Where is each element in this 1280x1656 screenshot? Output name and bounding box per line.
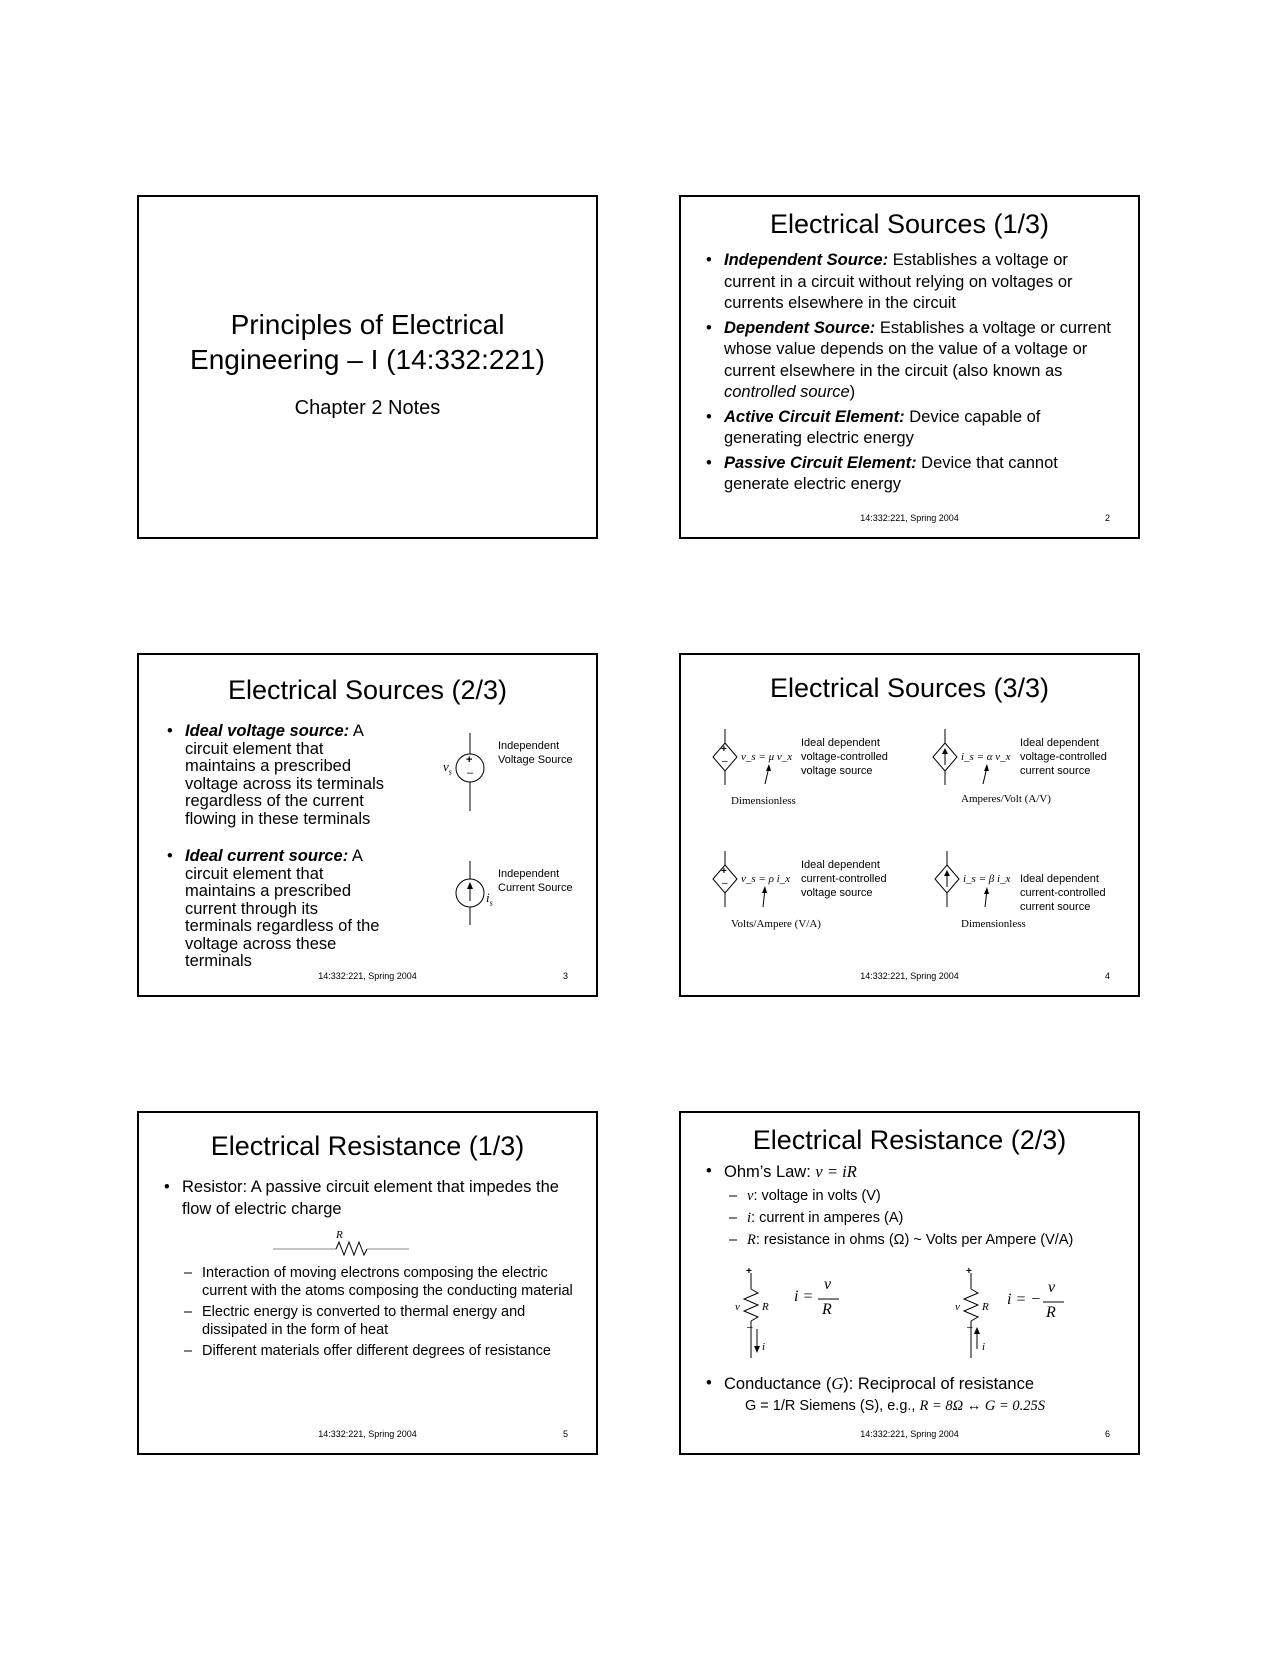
- vs-label: $v_s$: [443, 759, 452, 777]
- slide-footer: 14:332:221, Spring 2004: [860, 971, 959, 981]
- left-eq-lhs: i =: [794, 1288, 814, 1305]
- sub-bullet: – Electric energy is converted to thermal energy and dissipated in the form of heat: [184, 1303, 574, 1339]
- ccvs-label: Ideal dependent current-controlled voltage source: [801, 859, 887, 899]
- slide-1-subtitle: Chapter 2 Notes: [294, 397, 441, 419]
- slide-2: [679, 195, 1140, 539]
- page-number: 6: [1104, 1429, 1110, 1439]
- independent-current-source-label: Independent Current Source: [498, 868, 573, 894]
- title-line-1: Principles of Electrical: [230, 309, 505, 340]
- page-number: 5: [562, 1429, 568, 1439]
- slide-3-title: Electrical Sources (2/3): [227, 675, 508, 705]
- plus-sign: +: [466, 754, 473, 766]
- vcvs-unit: Dimensionless: [731, 795, 796, 807]
- right-eq-numerator: v: [1048, 1279, 1056, 1296]
- slide-4: [679, 653, 1140, 997]
- slide-5-title: Electrical Resistance (1/3): [210, 1131, 525, 1161]
- slide-6-conductance: [706, 1373, 1116, 1395]
- plus-sign: +: [746, 1266, 752, 1277]
- page-number: 3: [562, 971, 568, 981]
- slide-3: [137, 653, 598, 997]
- bullet-conductance: • Conductance (G): Reciprocal of resistance: [706, 1373, 1116, 1395]
- minus-sign: –: [722, 878, 728, 889]
- dependent-source-symbols: [681, 655, 1140, 997]
- plus-sign: +: [721, 866, 727, 877]
- current-source-symbol: [139, 655, 598, 997]
- cccs-unit: Dimensionless: [961, 918, 1026, 930]
- slide-4-title: Electrical Sources (3/3): [769, 673, 1050, 703]
- bullet-active-element: • Active Circuit Element: Device capable of generating electric energy: [706, 407, 1116, 450]
- ccvs-equation: v_s = ρ i_x: [741, 873, 791, 885]
- slide-5-subbullets: [184, 1264, 574, 1360]
- vccs-equation: i_s = α v_x: [961, 751, 1011, 763]
- right-v-label: v: [955, 1301, 960, 1313]
- title-line-2: Engineering – I (14:332:221): [190, 344, 545, 375]
- resistor-label: R: [336, 1229, 343, 1241]
- cccs-equation: i_s = β i_x: [963, 873, 1011, 885]
- slide-2-title: Electrical Sources (1/3): [769, 209, 1050, 239]
- left-i-label: i: [762, 1341, 766, 1353]
- minus-sign: –: [722, 756, 728, 767]
- sub-bullet-current: – i: current in amperes (A): [729, 1207, 1129, 1229]
- right-i-label: i: [982, 1341, 986, 1353]
- slide-1: [137, 195, 598, 539]
- bullet-dependent-source: • Dependent Source: Establishes a voltage or current whose value depends on the value of a voltage or current elsewhere in the circuit (also known as controlled source): [706, 318, 1116, 404]
- sub-bullet-voltage: – v: voltage in volts (V): [729, 1185, 1129, 1207]
- right-r-label: R: [982, 1301, 989, 1313]
- sub-bullet-resistance: – R: resistance in ohms (Ω) ~ Volts per Ampere (V/A): [729, 1229, 1129, 1251]
- ccvs-unit: Volts/Ampere (V/A): [731, 918, 821, 930]
- bullet-ideal-voltage-source: • Ideal voltage source: A circuit element that maintains a prescribed voltage across its terminals regardless of the current flowing in these terminals: [167, 723, 389, 828]
- slide-6: [679, 1111, 1140, 1455]
- minus-sign: –: [747, 1322, 753, 1333]
- sub-bullet: – Interaction of moving electrons composing the electric current with the atoms composing the conducting material: [184, 1264, 574, 1300]
- minus-sign: –: [467, 767, 474, 779]
- bullet-passive-element: • Passive Circuit Element: Device that cannot generate electric energy: [706, 453, 1116, 496]
- left-r-label: R: [762, 1301, 769, 1313]
- is-label: $i_s$: [486, 890, 493, 908]
- bullet-independent-source: • Independent Source: Establishes a voltage or current in a circuit without relying on voltages or currents elsewhere in the circuit: [706, 250, 1116, 315]
- left-v-label: v: [735, 1301, 740, 1313]
- slide-footer: 14:332:221, Spring 2004: [860, 513, 959, 523]
- cccs-label: Ideal dependent current-controlled current source: [1020, 873, 1106, 913]
- slide-footer: 14:332:221, Spring 2004: [318, 1429, 417, 1439]
- page-number: 2: [1104, 513, 1110, 523]
- plus-sign: +: [721, 744, 727, 755]
- bullet-resistor: • Resistor: A passive circuit element that impedes the flow of electric charge: [164, 1177, 574, 1220]
- page-number: 4: [1104, 971, 1110, 981]
- vcvs-equation: v_s = μ v_x: [741, 751, 793, 763]
- left-eq-numerator: v: [824, 1276, 832, 1293]
- slide-5: [137, 1111, 598, 1455]
- vccs-unit: Amperes/Volt (A/V): [961, 793, 1051, 805]
- bullet-ohms-law: • Ohm’s Law: v = iR: [706, 1161, 1116, 1183]
- slide-6-title: Electrical Resistance (2/3): [752, 1125, 1067, 1155]
- left-eq-denominator: R: [822, 1301, 832, 1318]
- slide-footer: 14:332:221, Spring 2004: [860, 1429, 959, 1439]
- sub-bullet: – Different materials offer different degrees of resistance: [184, 1342, 574, 1360]
- right-eq-denominator: R: [1046, 1304, 1056, 1321]
- vcvs-label: Ideal dependent voltage-controlled voltage source: [801, 737, 888, 777]
- slide-1-title: [139, 307, 596, 377]
- slide-footer: 14:332:221, Spring 2004: [318, 971, 417, 981]
- slide-2-bullets: [706, 250, 1116, 496]
- right-eq-lhs: i = −: [1007, 1291, 1042, 1308]
- minus-sign: –: [967, 1322, 973, 1333]
- independent-voltage-source-label: Independent Voltage Source: [498, 740, 573, 766]
- conductance-formula: G = 1/R Siemens (S), e.g., R = 8Ω ↔ G = 0.25S: [745, 1398, 1045, 1414]
- vccs-label: Ideal dependent voltage-controlled current source: [1020, 737, 1107, 777]
- plus-sign: +: [966, 1266, 972, 1277]
- bullet-ideal-current-source: • Ideal current source: A circuit element that maintains a prescribed current through its terminals regardless of the voltage across these terminals: [167, 848, 389, 971]
